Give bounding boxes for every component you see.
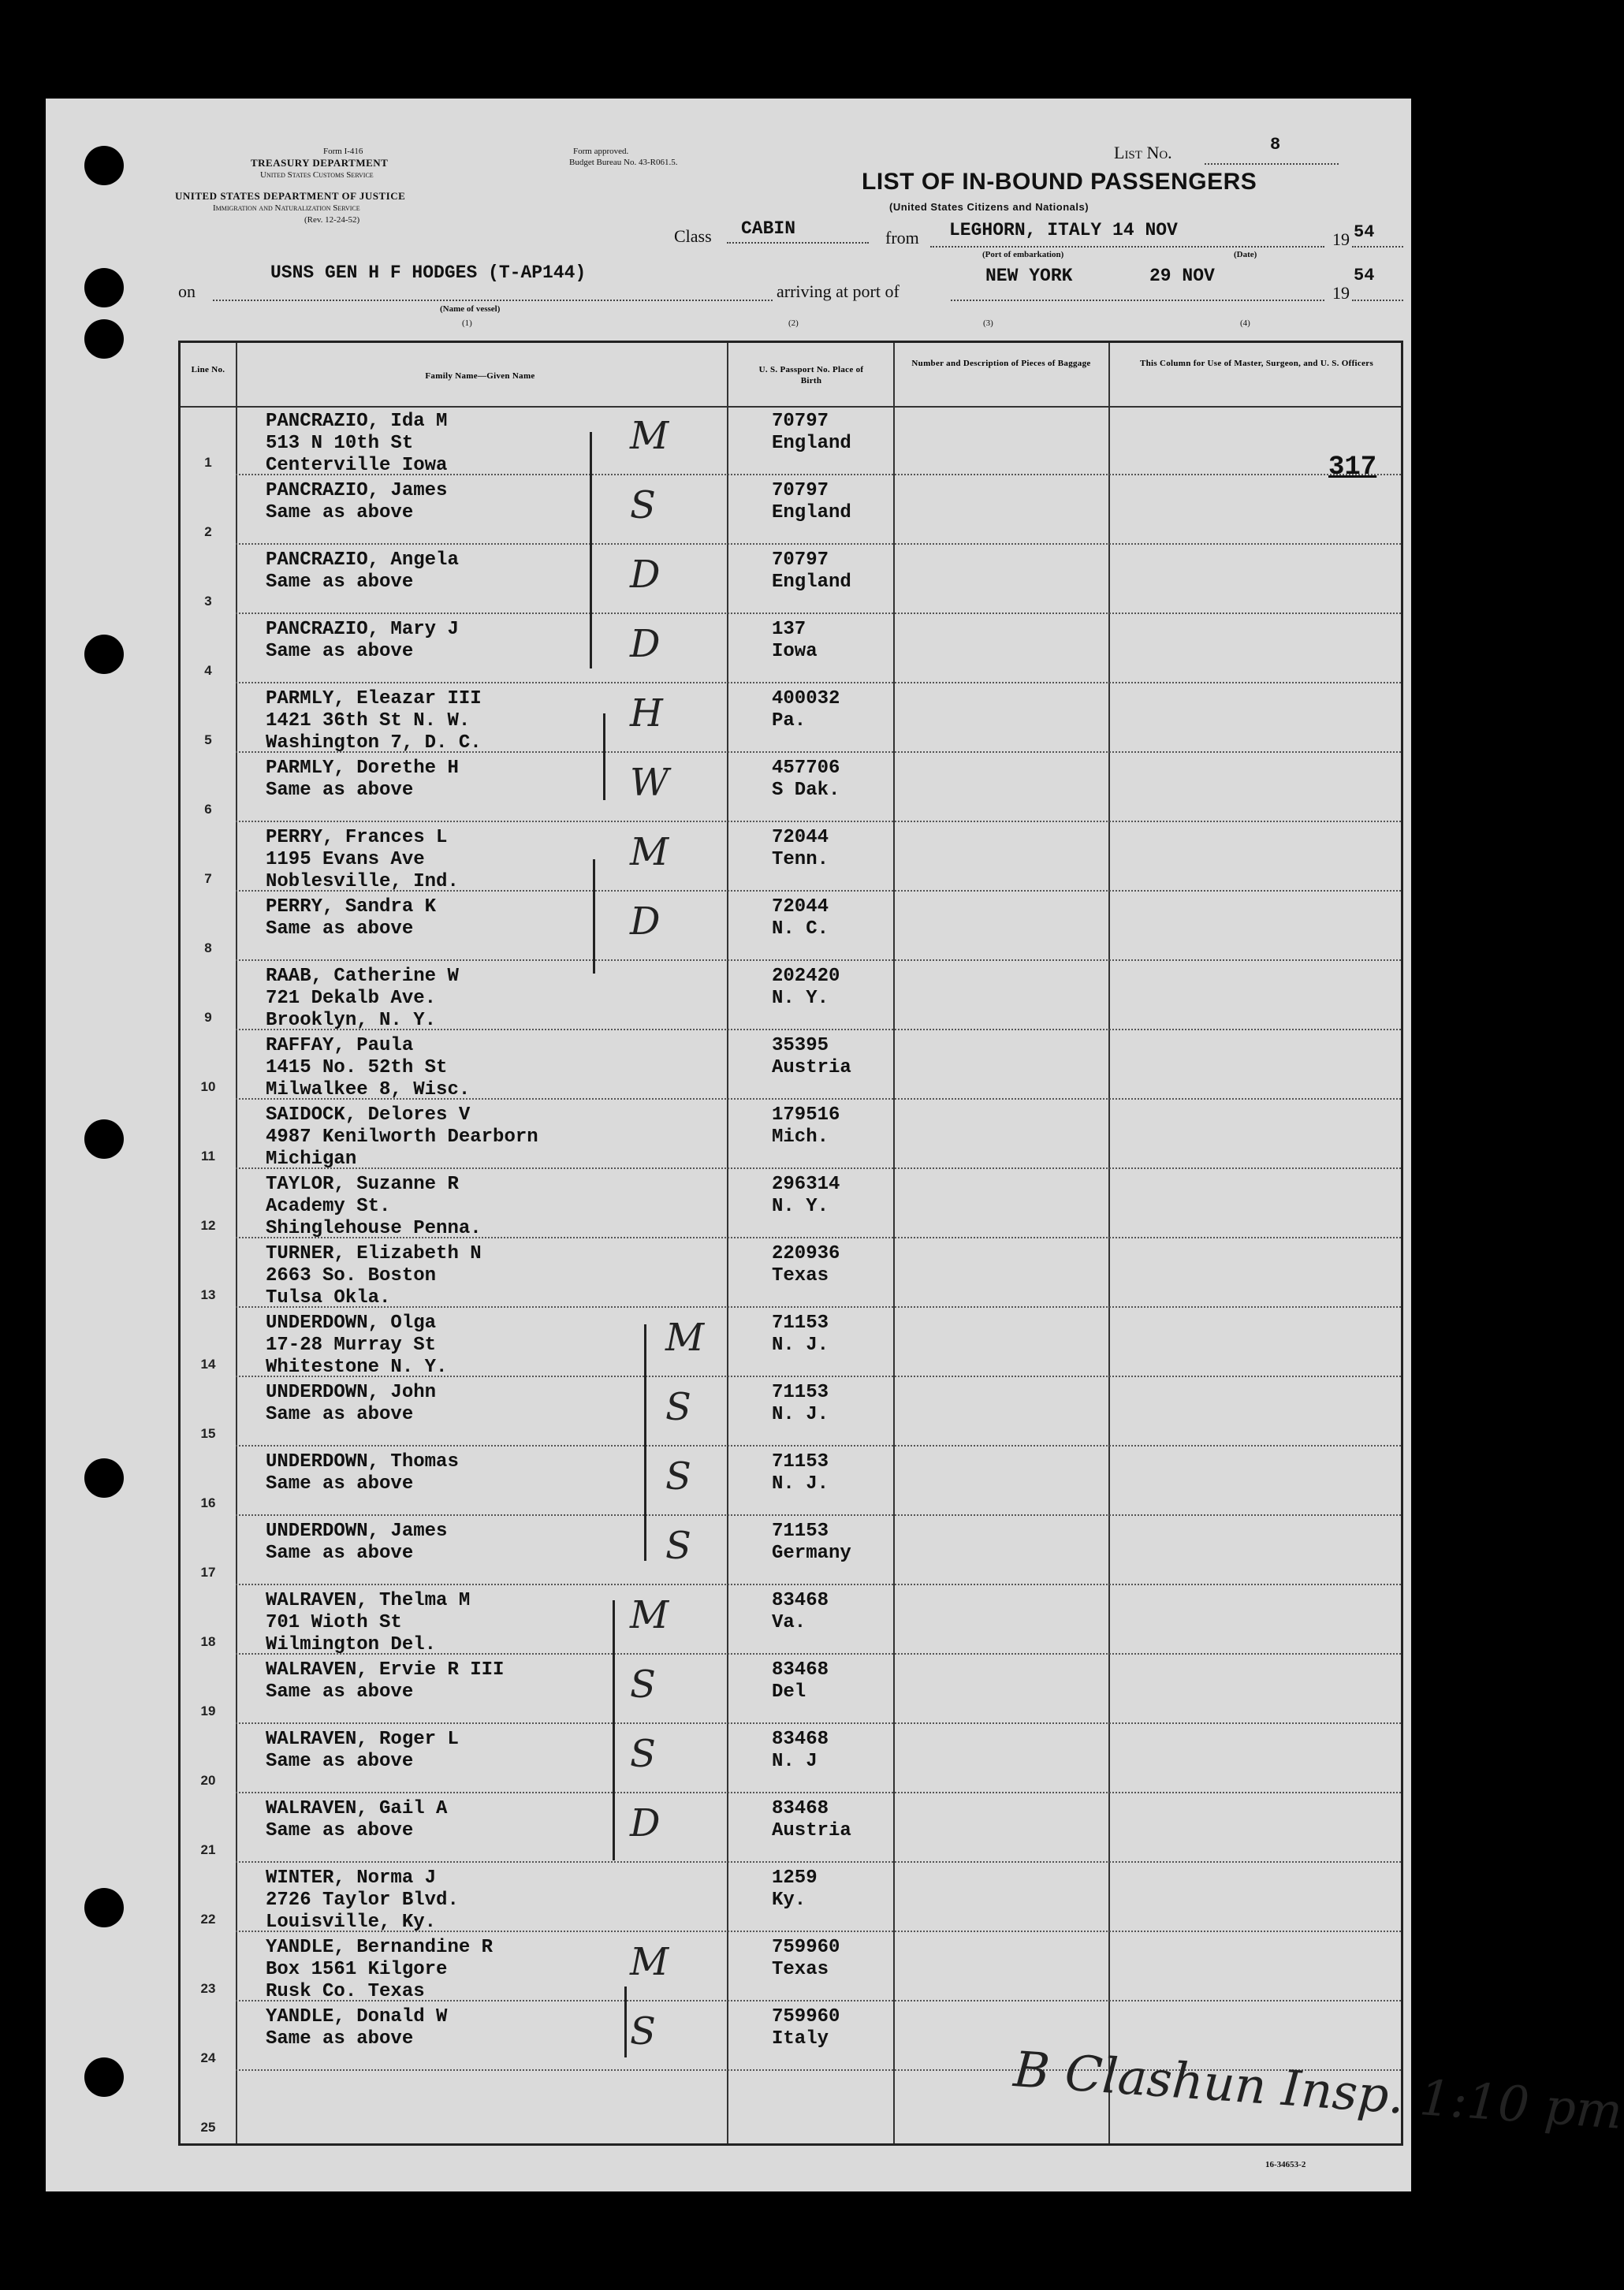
relationship-mark: S bbox=[630, 1663, 656, 1707]
passenger-name: PARMLY, Eleazar III bbox=[266, 688, 482, 709]
arriving-label: arriving at port of bbox=[777, 281, 900, 301]
relationship-mark: S bbox=[665, 1524, 691, 1568]
passport-number: 220936 bbox=[772, 1243, 840, 1264]
form-number: Form I-416 bbox=[323, 147, 363, 156]
year-2: 54 bbox=[1354, 266, 1375, 285]
line-number: 22 bbox=[200, 1912, 216, 1927]
relationship-mark: D bbox=[630, 553, 661, 597]
passenger-address-1: Same as above bbox=[266, 2028, 414, 2050]
form-title: LIST OF IN-BOUND PASSENGERS bbox=[862, 169, 1257, 195]
passenger-address-2: Milwalkee 8, Wisc. bbox=[266, 1079, 471, 1100]
passport-number: 759960 bbox=[772, 1937, 840, 1958]
year-prefix-1: 19 bbox=[1332, 229, 1350, 249]
arrival-date: 29 NOV bbox=[1149, 266, 1215, 286]
place-of-birth: N. J. bbox=[772, 1404, 829, 1425]
place-of-birth: England bbox=[772, 572, 851, 593]
passport-number: 71153 bbox=[772, 1521, 829, 1542]
passenger-address-1: Academy St. bbox=[266, 1196, 391, 1217]
passenger-name: RAAB, Catherine W bbox=[266, 966, 459, 987]
line-number: 14 bbox=[200, 1357, 216, 1372]
line-number: 1 bbox=[204, 455, 212, 470]
list-no-value: 8 bbox=[1270, 135, 1281, 155]
relationship-mark: M bbox=[665, 1316, 705, 1360]
col-name: Family Name—Given Name bbox=[425, 371, 535, 381]
line-number: 8 bbox=[204, 940, 212, 955]
place-of-birth: Italy bbox=[772, 2028, 829, 2050]
passenger-address-2: Washington 7, D. C. bbox=[266, 732, 482, 754]
place-of-birth: N. J. bbox=[772, 1335, 829, 1356]
row-divider bbox=[236, 1167, 1401, 1169]
passenger-address-1: 1195 Evans Ave bbox=[266, 849, 425, 870]
passenger-address-2: Shinglehouse Penna. bbox=[266, 1218, 482, 1239]
line-number: 18 bbox=[200, 1634, 216, 1649]
binder-hole bbox=[84, 1458, 124, 1498]
line-number: 23 bbox=[200, 1981, 216, 1996]
year-underline-1 bbox=[1352, 246, 1403, 248]
vessel-caption: (Name of vessel) bbox=[440, 304, 501, 314]
passenger-address-2: Brooklyn, N. Y. bbox=[266, 1010, 437, 1031]
row-divider bbox=[236, 1376, 1401, 1377]
line-number: 9 bbox=[204, 1010, 212, 1025]
passenger-address-1: Same as above bbox=[266, 1473, 414, 1495]
passenger-address-1: 1421 36th St N. W. bbox=[266, 710, 471, 732]
passport-number: 83468 bbox=[772, 1659, 829, 1681]
passenger-address-2: Louisville, Ky. bbox=[266, 1912, 437, 1933]
line-number: 24 bbox=[200, 2050, 216, 2065]
form-revision: (Rev. 12-24-52) bbox=[304, 215, 360, 225]
caption-2: (2) bbox=[788, 318, 799, 328]
class-underline bbox=[727, 242, 869, 244]
passport-number: 71153 bbox=[772, 1451, 829, 1473]
relationship-mark: S bbox=[665, 1385, 691, 1429]
place-of-birth: Germany bbox=[772, 1543, 851, 1564]
place-of-birth: Austria bbox=[772, 1820, 851, 1841]
passenger-name: PANCRAZIO, Mary J bbox=[266, 619, 459, 640]
line-number: 10 bbox=[200, 1079, 216, 1094]
caption-3: (3) bbox=[983, 318, 993, 328]
place-of-birth: Mich. bbox=[772, 1126, 829, 1148]
row-divider bbox=[236, 1098, 1401, 1100]
passenger-name: YANDLE, Donald W bbox=[266, 2006, 448, 2027]
place-of-birth: Austria bbox=[772, 1057, 851, 1078]
row-divider bbox=[236, 1792, 1401, 1793]
vessel-underline bbox=[213, 300, 773, 301]
binder-hole bbox=[84, 2057, 124, 2097]
passport-number: 70797 bbox=[772, 549, 829, 571]
passenger-address-1: Same as above bbox=[266, 641, 414, 662]
passenger-address-1: Same as above bbox=[266, 1543, 414, 1564]
passenger-address-1: 2726 Taylor Blvd. bbox=[266, 1890, 459, 1911]
passenger-address-1: Same as above bbox=[266, 1404, 414, 1425]
passenger-name: SAIDOCK, Delores V bbox=[266, 1104, 471, 1126]
passenger-address-1: Same as above bbox=[266, 1681, 414, 1703]
relationship-mark: S bbox=[665, 1454, 691, 1499]
line-number: 5 bbox=[204, 732, 212, 747]
place-of-birth: England bbox=[772, 433, 851, 454]
passport-number: 70797 bbox=[772, 411, 829, 432]
class-label: Class bbox=[674, 226, 712, 246]
binder-hole bbox=[84, 319, 124, 359]
binder-hole bbox=[84, 1119, 124, 1159]
line-number: 19 bbox=[200, 1704, 216, 1718]
list-no-underline bbox=[1205, 163, 1339, 165]
place-of-birth: N. Y. bbox=[772, 1196, 829, 1217]
passenger-name: PANCRAZIO, James bbox=[266, 480, 448, 501]
passenger-address-1: Same as above bbox=[266, 1820, 414, 1841]
col-baggage: Number and Description of Pieces of Baggage bbox=[911, 359, 1091, 368]
passport-number: 83468 bbox=[772, 1729, 829, 1750]
place-of-birth: Texas bbox=[772, 1265, 829, 1286]
line-number: 16 bbox=[200, 1495, 216, 1510]
line-number: 3 bbox=[204, 594, 212, 609]
place-of-birth: N. J bbox=[772, 1751, 818, 1772]
line-number: 12 bbox=[200, 1218, 216, 1233]
passport-number: 457706 bbox=[772, 758, 840, 779]
row-divider bbox=[236, 1514, 1401, 1516]
place-of-birth: Iowa bbox=[772, 641, 818, 662]
passenger-address-2: Rusk Co. Texas bbox=[266, 1981, 425, 2002]
binder-hole bbox=[84, 1888, 124, 1927]
col-officers: This Column for Use of Master, Surgeon, and U. S. Officers bbox=[1139, 359, 1374, 368]
passenger-address-2: Noblesville, Ind. bbox=[266, 871, 459, 892]
row-divider bbox=[236, 1861, 1401, 1863]
from-label: from bbox=[885, 228, 919, 248]
relationship-mark: H bbox=[630, 691, 663, 735]
class-value: CABIN bbox=[741, 218, 796, 239]
place-of-birth: Del bbox=[772, 1681, 806, 1703]
passenger-address-1: 1415 No. 52th St bbox=[266, 1057, 448, 1078]
place-of-birth: Ky. bbox=[772, 1890, 806, 1911]
relationship-mark: M bbox=[630, 830, 669, 874]
row-divider bbox=[236, 2000, 1401, 2001]
arrival-port: NEW YORK bbox=[985, 266, 1073, 286]
line-number: 13 bbox=[200, 1287, 216, 1302]
family-bracket bbox=[613, 1600, 615, 1860]
place-of-birth: N. Y. bbox=[772, 988, 829, 1009]
line-number: 11 bbox=[201, 1149, 215, 1164]
passenger-address-1: 2663 So. Boston bbox=[266, 1265, 437, 1286]
form-subtitle: (United States Citizens and Nationals) bbox=[889, 201, 1089, 213]
passenger-name: PERRY, Frances L bbox=[266, 827, 448, 848]
date-caption: (Date) bbox=[1234, 250, 1257, 259]
binder-hole bbox=[84, 268, 124, 307]
relationship-mark: M bbox=[630, 1593, 669, 1637]
passenger-address-1: Same as above bbox=[266, 780, 414, 801]
passport-number: 71153 bbox=[772, 1313, 829, 1334]
list-no-label: List No. bbox=[1114, 143, 1172, 162]
relationship-mark: S bbox=[630, 483, 656, 527]
row-divider bbox=[236, 543, 1401, 545]
line-number: 4 bbox=[204, 663, 212, 678]
place-of-birth: S Dak. bbox=[772, 780, 840, 801]
passenger-name: WALRAVEN, Thelma M bbox=[266, 1590, 471, 1611]
passenger-name: WINTER, Norma J bbox=[266, 1867, 437, 1889]
passport-number: 137 bbox=[772, 619, 806, 640]
family-bracket bbox=[603, 713, 605, 800]
binder-hole bbox=[84, 146, 124, 185]
footer-code: 16-34653-2 bbox=[1265, 2160, 1306, 2169]
line-number: 2 bbox=[204, 524, 212, 539]
row-divider bbox=[236, 1584, 1401, 1585]
row-divider bbox=[236, 890, 1401, 892]
treasury-department: TREASURY DEPARTMENT bbox=[251, 157, 389, 169]
relationship-mark: D bbox=[630, 622, 661, 666]
passport-number: 72044 bbox=[772, 896, 829, 918]
line-number: 20 bbox=[200, 1773, 216, 1788]
row-divider bbox=[236, 613, 1401, 614]
passenger-address-2: Wilmington Del. bbox=[266, 1634, 437, 1655]
passenger-address-1: 513 N 10th St bbox=[266, 433, 414, 454]
passenger-address-1: 17-28 Murray St bbox=[266, 1335, 437, 1356]
col-passport: U. S. Passport No. Place of Birth bbox=[758, 365, 864, 385]
place-of-birth: Pa. bbox=[772, 710, 806, 732]
place-of-birth: N. J. bbox=[772, 1473, 829, 1495]
passenger-address-1: Same as above bbox=[266, 918, 414, 940]
justice-department: UNITED STATES DEPARTMENT OF JUSTICE bbox=[175, 190, 406, 202]
passenger-name: UNDERDOWN, John bbox=[266, 1382, 437, 1403]
place-of-birth: Tenn. bbox=[772, 849, 829, 870]
passenger-name: WALRAVEN, Roger L bbox=[266, 1729, 459, 1750]
row-divider bbox=[236, 1237, 1401, 1238]
passenger-address-1: 701 Wioth St bbox=[266, 1612, 402, 1633]
passport-number: 296314 bbox=[772, 1174, 840, 1195]
row-divider bbox=[236, 1029, 1401, 1030]
passenger-name: TURNER, Elizabeth N bbox=[266, 1243, 482, 1264]
form-approved: Form approved. bbox=[573, 147, 629, 156]
passenger-address-1: Same as above bbox=[266, 572, 414, 593]
passenger-name: YANDLE, Bernandine R bbox=[266, 1937, 494, 1958]
caption-1: (1) bbox=[462, 318, 472, 328]
passenger-name: UNDERDOWN, Thomas bbox=[266, 1451, 459, 1473]
relationship-mark: S bbox=[630, 1732, 656, 1776]
year-underline-2 bbox=[1352, 300, 1403, 301]
binder-hole bbox=[84, 635, 124, 674]
arrival-underline bbox=[951, 300, 1324, 301]
line-number: 17 bbox=[200, 1565, 216, 1580]
passport-number: 202420 bbox=[772, 966, 840, 987]
passenger-address-1: Same as above bbox=[266, 502, 414, 523]
family-bracket bbox=[644, 1324, 646, 1561]
passenger-name: PERRY, Sandra K bbox=[266, 896, 437, 918]
relationship-mark: D bbox=[630, 899, 661, 944]
passport-number: 35395 bbox=[772, 1035, 829, 1056]
passenger-name: UNDERDOWN, Olga bbox=[266, 1313, 437, 1334]
passenger-address-2: Tulsa Okla. bbox=[266, 1287, 391, 1309]
passenger-name: TAYLOR, Suzanne R bbox=[266, 1174, 459, 1195]
row-divider bbox=[236, 1931, 1401, 1932]
line-number: 6 bbox=[204, 802, 212, 817]
family-bracket bbox=[624, 1987, 627, 2057]
vessel-name: USNS GEN H F HODGES (T-AP144) bbox=[270, 263, 587, 283]
place-of-birth: Texas bbox=[772, 1959, 829, 1980]
budget-bureau-no: Budget Bureau No. 43-R061.5. bbox=[569, 158, 678, 167]
line-number: 21 bbox=[200, 1842, 216, 1857]
place-of-birth: Va. bbox=[772, 1612, 806, 1633]
row-divider bbox=[236, 1445, 1401, 1447]
relationship-mark: S bbox=[630, 2009, 656, 2054]
family-bracket bbox=[590, 432, 592, 668]
family-bracket bbox=[593, 859, 595, 974]
customs-service: United States Customs Service bbox=[260, 170, 374, 180]
row-divider bbox=[236, 1306, 1401, 1308]
passenger-address-2: Whitestone N. Y. bbox=[266, 1357, 448, 1378]
relationship-mark: W bbox=[630, 761, 669, 805]
passport-number: 400032 bbox=[772, 688, 840, 709]
officer-note: 317 bbox=[1328, 452, 1377, 482]
year-prefix-2: 19 bbox=[1332, 283, 1350, 303]
passenger-address-1: Box 1561 Kilgore bbox=[266, 1959, 448, 1980]
line-number: 25 bbox=[200, 2120, 216, 2135]
passenger-name: WALRAVEN, Gail A bbox=[266, 1798, 448, 1819]
row-divider bbox=[236, 474, 1401, 475]
passenger-name: RAFFAY, Paula bbox=[266, 1035, 414, 1056]
passport-number: 71153 bbox=[772, 1382, 829, 1403]
passport-number: 179516 bbox=[772, 1104, 840, 1126]
passenger-name: WALRAVEN, Ervie R III bbox=[266, 1659, 505, 1681]
passport-number: 83468 bbox=[772, 1798, 829, 1819]
passport-number: 83468 bbox=[772, 1590, 829, 1611]
row-divider bbox=[236, 1653, 1401, 1655]
on-label: on bbox=[178, 281, 196, 301]
passport-number: 72044 bbox=[772, 827, 829, 848]
passport-number: 70797 bbox=[772, 480, 829, 501]
row-divider bbox=[236, 682, 1401, 683]
passport-number: 1259 bbox=[772, 1867, 818, 1889]
col-line-no: Line No. bbox=[191, 365, 225, 374]
passenger-address-1: 4987 Kenilworth Dearborn bbox=[266, 1126, 538, 1148]
immigration-service: Immigration and Naturalization Service bbox=[213, 203, 360, 213]
relationship-mark: M bbox=[630, 414, 669, 458]
row-divider bbox=[236, 751, 1401, 753]
relationship-mark: M bbox=[630, 1940, 669, 1984]
row-divider bbox=[236, 959, 1401, 961]
passenger-address-1: Same as above bbox=[266, 1751, 414, 1772]
line-number: 7 bbox=[204, 871, 212, 886]
port-of-embarkation: LEGHORN, ITALY 14 NOV bbox=[949, 220, 1178, 240]
passenger-name: PANCRAZIO, Ida M bbox=[266, 411, 448, 432]
from-underline bbox=[930, 246, 1324, 248]
passenger-name: UNDERDOWN, James bbox=[266, 1521, 448, 1542]
passenger-address-1: 721 Dekalb Ave. bbox=[266, 988, 437, 1009]
port-embark-caption: (Port of embarkation) bbox=[982, 250, 1064, 259]
relationship-mark: D bbox=[630, 1801, 661, 1845]
row-divider bbox=[236, 821, 1401, 822]
line-number: 15 bbox=[200, 1426, 216, 1441]
passenger-address-2: Michigan bbox=[266, 1149, 357, 1170]
passenger-address-2: Centerville Iowa bbox=[266, 455, 448, 476]
row-divider bbox=[236, 1722, 1401, 1724]
place-of-birth: England bbox=[772, 502, 851, 523]
passenger-name: PARMLY, Dorethe H bbox=[266, 758, 459, 779]
place-of-birth: N. C. bbox=[772, 918, 829, 940]
passenger-table bbox=[178, 341, 1403, 2146]
year-1: 54 bbox=[1354, 222, 1375, 242]
caption-4: (4) bbox=[1240, 318, 1250, 328]
passport-number: 759960 bbox=[772, 2006, 840, 2027]
inspector-signature: B Clashun Insp. 1:10 pm bbox=[1011, 2040, 1624, 2140]
passenger-name: PANCRAZIO, Angela bbox=[266, 549, 459, 571]
